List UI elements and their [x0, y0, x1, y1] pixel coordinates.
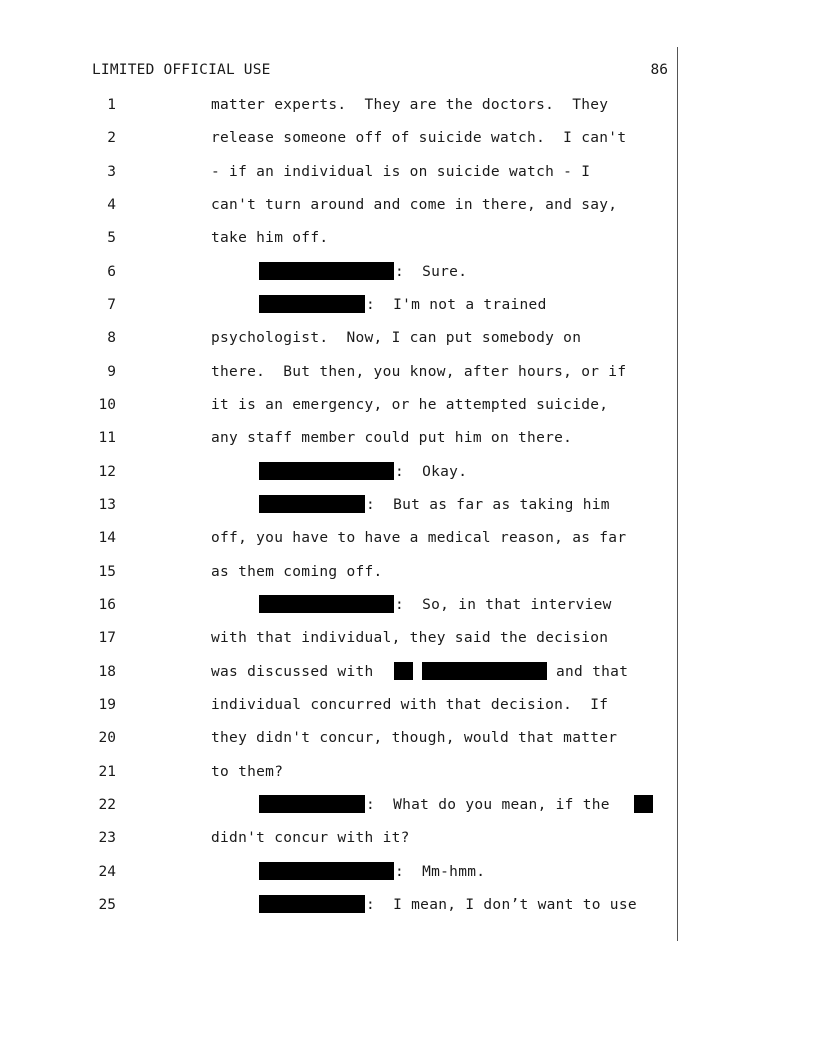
- line-text: off, you have to have a medical reason, as far: [211, 530, 627, 546]
- redaction-block: [259, 495, 365, 513]
- line-text: : What do you mean, if the: [366, 797, 610, 813]
- transcript-line: [0, 660, 676, 682]
- line-text: any staff member could put him on there.: [211, 430, 573, 446]
- line-text: matter experts. They are the doctors. They: [211, 97, 609, 113]
- line-text: release someone off of suicide watch. I can't: [211, 130, 627, 146]
- line-number: 10: [98, 397, 116, 413]
- line-text: didn't concur with it?: [211, 830, 410, 846]
- line-text: : I'm not a trained: [366, 297, 547, 313]
- redaction-block: [634, 795, 653, 813]
- transcript-line: [0, 426, 676, 448]
- line-text: it is an emergency, or he attempted suicide,: [211, 397, 609, 413]
- transcript-line: [0, 460, 676, 482]
- line-number: 23: [98, 830, 116, 846]
- transcript-line: [0, 360, 676, 382]
- line-number: 19: [98, 697, 116, 713]
- transcript-line: [0, 726, 676, 748]
- transcript-line: [0, 126, 676, 148]
- line-text: take him off.: [211, 230, 329, 246]
- line-number: 1: [107, 97, 116, 113]
- line-number: 24: [98, 864, 116, 880]
- redaction-block: [259, 795, 365, 813]
- transcript-line: [0, 593, 676, 615]
- line-number: 18: [98, 664, 116, 680]
- line-number: 7: [107, 297, 116, 313]
- line-text: can't turn around and come in there, and say,: [211, 197, 618, 213]
- transcript-line: [0, 893, 676, 915]
- line-number: 8: [107, 330, 116, 346]
- line-text: psychologist. Now, I can put somebody on: [211, 330, 582, 346]
- line-text: : Mm-hmm.: [395, 864, 486, 880]
- redaction-block: [259, 895, 365, 913]
- redaction-block: [422, 662, 547, 680]
- redaction-block: [259, 462, 394, 480]
- page-number: 86: [650, 62, 668, 78]
- classification-header: LIMITED OFFICIAL USE: [92, 62, 271, 78]
- line-text: as them coming off.: [211, 564, 383, 580]
- line-number: 16: [98, 597, 116, 613]
- transcript-line: [0, 193, 676, 215]
- line-text: to them?: [211, 764, 284, 780]
- transcript-line: [0, 693, 676, 715]
- line-number: 4: [107, 197, 116, 213]
- line-number: 20: [98, 730, 116, 746]
- transcript-line: [0, 493, 676, 515]
- line-number: 3: [107, 164, 116, 180]
- line-text: individual concurred with that decision. If: [211, 697, 609, 713]
- line-text: : But as far as taking him: [366, 497, 610, 513]
- transcript-line: [0, 93, 676, 115]
- line-number: 5: [107, 230, 116, 246]
- transcript-line: [0, 293, 676, 315]
- line-number: 2: [107, 130, 116, 146]
- line-number: 22: [98, 797, 116, 813]
- transcript-line: [0, 526, 676, 548]
- line-text: : Okay.: [395, 464, 468, 480]
- line-text: was discussed with: [211, 664, 374, 680]
- line-number: 13: [98, 497, 116, 513]
- line-number: 9: [107, 364, 116, 380]
- line-number: 25: [98, 897, 116, 913]
- transcript-line: [0, 860, 676, 882]
- line-text: there. But then, you know, after hours, or if: [211, 364, 627, 380]
- line-number: 21: [98, 764, 116, 780]
- line-number: 6: [107, 264, 116, 280]
- line-text: and that: [556, 664, 629, 680]
- transcript-line: [0, 393, 676, 415]
- line-number: 14: [98, 530, 116, 546]
- line-number: 11: [98, 430, 116, 446]
- line-text: : I mean, I don’t want to use: [366, 897, 637, 913]
- line-text: they didn't concur, though, would that matter: [211, 730, 618, 746]
- transcript-line: [0, 760, 676, 782]
- line-text: : Sure.: [395, 264, 468, 280]
- right-margin-rule: [677, 47, 678, 941]
- transcript-line: [0, 626, 676, 648]
- line-number: 17: [98, 630, 116, 646]
- transcript-line: [0, 160, 676, 182]
- redaction-block: [259, 862, 394, 880]
- transcript-line: [0, 326, 676, 348]
- line-number: 12: [98, 464, 116, 480]
- redaction-block: [394, 662, 413, 680]
- line-number: 15: [98, 564, 116, 580]
- line-text: - if an individual is on suicide watch - I: [211, 164, 591, 180]
- redaction-block: [259, 595, 394, 613]
- transcript-line: [0, 826, 676, 848]
- transcript-line: [0, 560, 676, 582]
- transcript-line: [0, 793, 676, 815]
- line-text: : So, in that interview: [395, 597, 612, 613]
- line-text: with that individual, they said the decision: [211, 630, 609, 646]
- transcript-line: [0, 260, 676, 282]
- redaction-block: [259, 262, 394, 280]
- redaction-block: [259, 295, 365, 313]
- transcript-line: [0, 226, 676, 248]
